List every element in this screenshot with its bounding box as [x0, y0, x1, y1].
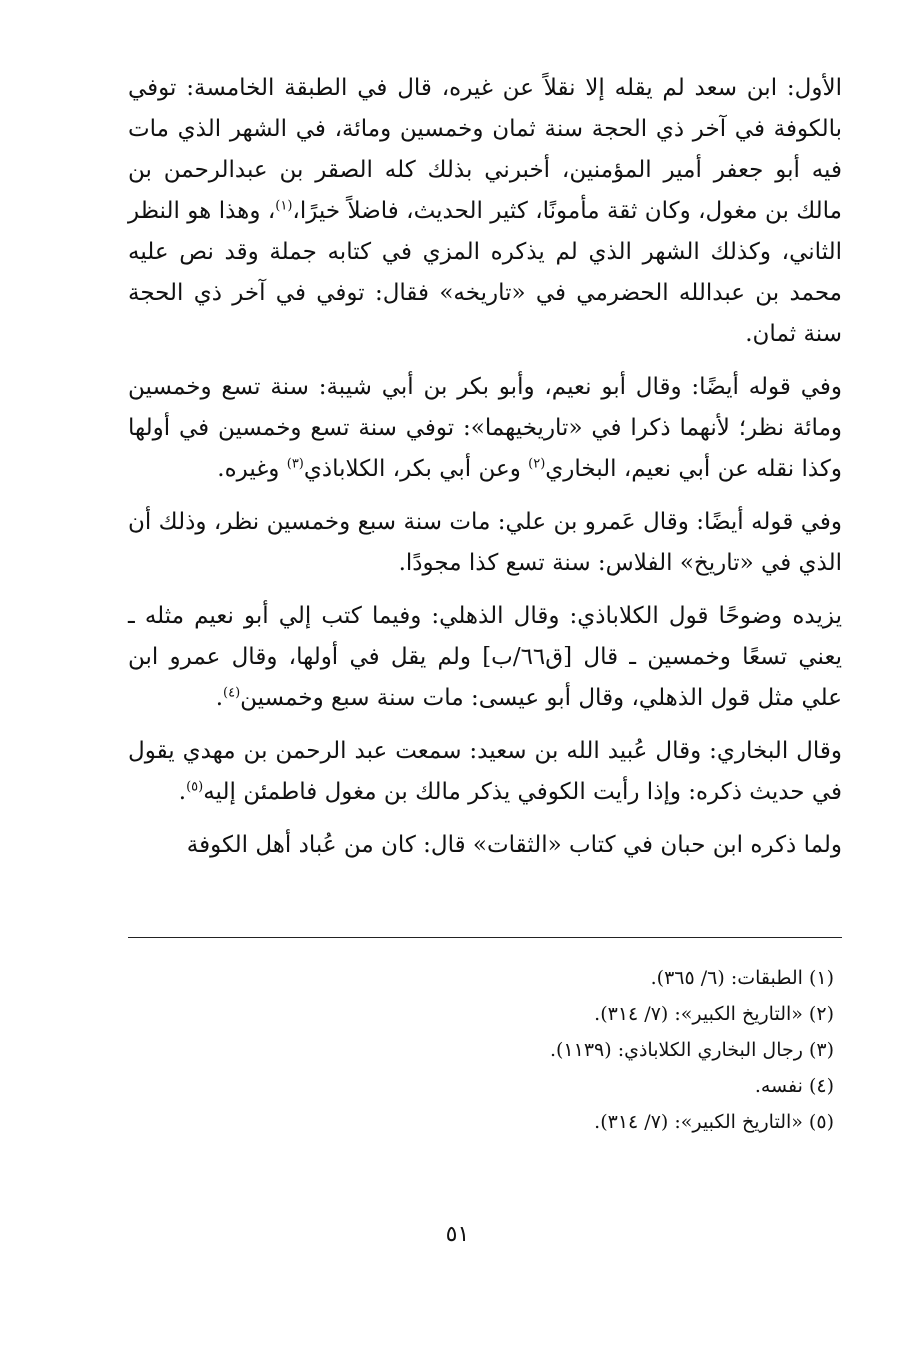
- footnote-2: (٢) «التاريخ الكبير»: (٧/ ٣١٤).: [594, 1003, 834, 1025]
- footnote-ref-3: (٣): [286, 456, 304, 472]
- paragraph-4: [128, 596, 842, 719]
- footnote-ref-1: (١): [275, 198, 293, 214]
- paragraph-text: وفي قوله أيضًا: وقال عَمرو بن علي: مات سنة سبع وخمسين نظر، وذلك أن الذي في «تاريخ» الفلاس: سنة تسع كذا مجودًا.: [128, 509, 842, 576]
- footnote-1: (١) الطبقات: (٦/ ٣٦٥).: [650, 967, 834, 989]
- paragraph-text: ، وهذا هو النظر الثاني، وكذلك الشهر الذي لم يذكره المزي في كتابه جملة وقد نص عليه محمد بن عبدالله الحضرمي في «تاريخه» فقال: توفي في آخر ذي الحجة سنة ثمان.: [128, 198, 842, 347]
- paragraph-3: [128, 502, 842, 584]
- paragraph-2: [128, 367, 842, 490]
- paragraph-text: وغيره.: [217, 456, 287, 482]
- paragraph-text: .: [178, 779, 187, 805]
- page-number: ٥١: [445, 1222, 470, 1247]
- paragraph-1: [128, 68, 842, 355]
- footnote-3: (٣) رجال البخاري الكلاباذي: (١١٣٩).: [549, 1039, 834, 1061]
- paragraph-text: وفي قوله أيضًا: وقال أبو نعيم، وأبو بكر بن أبي شيبة: سنة تسع وخمسين ومائة نظر؛ لأنهما ذكرا في «تاريخيهما»: توفي سنة تسع وخمسين في أولها وكذا نقله عن أبي نعيم، البخاري: [128, 374, 842, 482]
- footnote-ref-5: (٥): [186, 779, 204, 795]
- paragraph-text: الأول: ابن سعد لم يقله إلا نقلاً عن غيره، قال في الطبقة الخامسة: توفي بالكوفة في آخر ذي الحجة سنة ثمان وخمسين ومائة، في الشهر الذي مات فيه أبو جعفر أمير المؤمنين، أخبرني بذلك كله الصقر بن عبدالرحمن بن مالك بن مغول، وكان ثقة مأمونًا، كثير الحديث، فاضلاً خيرًا،: [128, 75, 842, 224]
- footnote-divider: [128, 937, 842, 938]
- paragraph-text: ولما ذكره ابن حبان في كتاب «الثقات» قال: كان من عُباد أهل الكوفة: [186, 832, 842, 858]
- paragraph-text: يزيده وضوحًا قول الكلاباذي: وقال الذهلي: وفيما كتب إلي أبو نعيم مثله ـ يعني تسعًا وخمسين ـ قال [ق٦٦/ب] ولم يقل في أولها، وقال عمرو ابن علي مثل قول الذهلي، وقال أبو عيسى: مات سنة سبع وخمسين: [128, 603, 842, 711]
- footnotes: [128, 960, 842, 1140]
- paragraph-5: [128, 731, 842, 813]
- paragraph-text: وقال البخاري: وقال عُبيد الله بن سعيد: سمعت عبد الرحمن بن مهدي يقول في حديث ذكره: وإذا رأيت الكوفي يذكر مالك بن مغول فاطمئن إليه: [128, 738, 842, 805]
- paragraph-6: [128, 825, 842, 866]
- footnote-5: (٥) «التاريخ الكبير»: (٧/ ٣١٤).: [594, 1111, 834, 1133]
- paragraph-text: وعن أبي بكر، الكلاباذي: [303, 456, 529, 482]
- footnote-ref-2: (٢): [528, 456, 546, 472]
- footnote-ref-4: (٤): [223, 685, 241, 701]
- main-text: [128, 68, 842, 878]
- footnote-4: (٤) نفسه.: [754, 1075, 834, 1097]
- paragraph-text: .: [215, 685, 223, 711]
